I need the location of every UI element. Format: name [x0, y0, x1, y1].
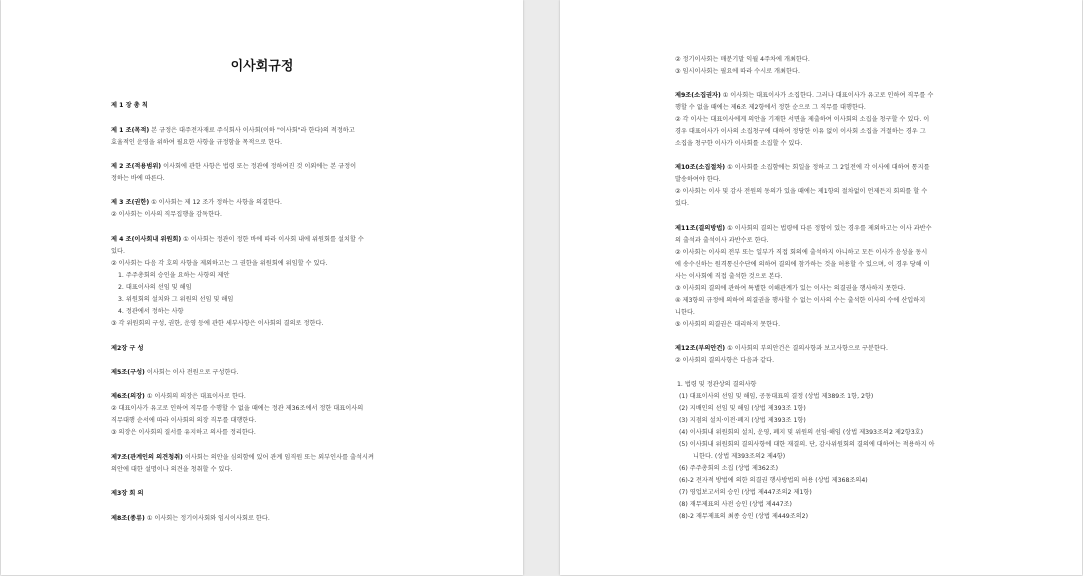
- right-page-line: [675, 321, 780, 329]
- line-text: ① 이사회의 의장은 대표이사로 한다.: [144, 393, 246, 400]
- left-page-line: [111, 490, 144, 498]
- right-page-line: [675, 188, 927, 196]
- left-page-line: [111, 199, 282, 207]
- right-page-line: [679, 477, 868, 485]
- right-page-line: [675, 164, 930, 172]
- line-text: 제 1 장 총 칙: [111, 102, 148, 109]
- right-page-line: [679, 501, 792, 509]
- left-page-line: [118, 284, 192, 292]
- right-page-line: [675, 285, 905, 293]
- left-page-line: [111, 405, 363, 413]
- article-heading: 제9조(소집권자): [675, 92, 721, 99]
- article-heading: 제11조(결의방법): [675, 225, 726, 232]
- left-page-line: [111, 369, 238, 377]
- right-page-line: [675, 140, 802, 148]
- right-page-line: [679, 489, 812, 497]
- line-text: 에 송수신하는 원격통신수단에 의하여 결의에 참가하는 것을 허용할 수 있으며, 이 경우 당해 이: [675, 261, 930, 268]
- line-text: 정하는 바에 따른다.: [111, 175, 165, 182]
- left-page-line: [111, 163, 356, 171]
- right-page-line: [679, 513, 808, 521]
- right-page-line: [675, 345, 888, 353]
- line-text: (7) 영업보고서의 승인 (상법 제447조의2 제1항): [679, 489, 812, 496]
- line-text: 본 규정은 대주전자재료 주식회사 이사회(이하 "이사회"라 한다)의 적정하고: [149, 127, 355, 134]
- right-page-line: [679, 429, 923, 437]
- line-text: 의안에 대한 설명이나 의견을 청취할 수 있다.: [111, 466, 233, 473]
- article-heading: 제10조(소집절차): [675, 164, 726, 171]
- left-page-line: [111, 466, 232, 474]
- line-text: 행할 수 없을 때에는 제6조 제2항에서 정한 순으로 그 직무를 대행한다.: [675, 104, 866, 111]
- line-text: 사는 이사회에 직접 출석한 것으로 본다.: [675, 273, 783, 280]
- line-text: 4. 정관에서 정하는 사항: [118, 308, 184, 315]
- article-heading: 제 4 조(이사회내 위원회): [111, 236, 182, 243]
- line-text: 발송하여야 한다.: [675, 176, 721, 183]
- line-text: 의 출석과 출석이사 과반수로 한다.: [675, 237, 769, 244]
- left-page-line: [118, 296, 233, 304]
- line-text: ② 이사회는 이사 및 감사 전원의 동의가 있을 때에는 제1항의 절차없이 언제든지 회의를 할 수: [675, 188, 928, 195]
- left-page-line: [111, 515, 270, 523]
- line-text: 이사회는 의안을 심의함에 있어 관계 임직원 또는 외부인사를 출석시켜: [182, 454, 374, 461]
- line-text: ① 이사회는 정관이 정한 바에 따라 이사회 내에 위원회를 설치할 수: [181, 236, 364, 243]
- line-text: (8) 재무제표의 사전 승인 (상법 제447조): [679, 501, 792, 508]
- right-page-line: [675, 200, 689, 208]
- line-text: 니한다. (상법 제393조의2 제4항): [693, 453, 786, 460]
- article-heading: 제 1 조(목적): [111, 127, 150, 134]
- left-page-line: [118, 308, 184, 316]
- right-page-line: [679, 465, 778, 473]
- right-page-line: [675, 176, 721, 184]
- line-text: ① 이사회는 정기이사회와 임시이사회로 한다.: [144, 515, 270, 522]
- left-page-line: [111, 139, 282, 147]
- left-page-line: [111, 454, 374, 462]
- right-page-line: [675, 92, 933, 100]
- right-page-line: [675, 225, 932, 233]
- right-page-line: [675, 116, 929, 124]
- left-page-line: [111, 345, 144, 353]
- line-text: ② 대표이사가 유고로 인하여 직무를 수행할 수 없을 때에는 정관 제36조에서 정한 대표이사의: [111, 405, 364, 412]
- article-heading: 제6조(의장): [111, 393, 145, 400]
- line-text: ④ 제3항의 규정에 의하여 의결권을 행사할 수 없는 이사의 수는 출석한 이사의 수에 산입하지: [675, 297, 926, 304]
- line-text: 1. 법령 및 정관상의 결의사항: [677, 381, 757, 388]
- left-page-line: [118, 272, 229, 280]
- document-page-left: [1, 0, 523, 575]
- right-page-line: [675, 309, 695, 317]
- left-page-line: [111, 417, 256, 425]
- left-page-line: [111, 320, 323, 328]
- right-page-line: [679, 405, 806, 413]
- line-text: ① 이사회는 대표이사가 소집한다. 그러나 대표이사가 유고로 인하여 직무를 수: [720, 92, 934, 99]
- right-page-line: [675, 128, 926, 136]
- right-page-line: [679, 441, 935, 449]
- right-page-line: [675, 297, 925, 305]
- line-text: 있다.: [111, 248, 125, 255]
- right-page-line: [675, 104, 866, 112]
- line-text: ① 이사회를 소집함에는 회일을 정하고 그 2일전에 각 이사에 대하여 통지를: [725, 164, 930, 171]
- line-text: 1. 주주총회의 승인을 요하는 사항의 제안: [118, 272, 230, 279]
- line-text: ① 이사회는 제 12 조가 정하는 사항을 의결한다.: [149, 199, 282, 206]
- line-text: (6) 주주총회의 소집 (상법 제362조): [679, 465, 779, 472]
- left-page-line: [111, 248, 125, 256]
- right-page-line: [675, 249, 927, 257]
- left-page-line: [111, 429, 256, 437]
- line-text: 경우 대표이사가 이사의 소집청구에 대하여 정당한 이유 없이 이사회 소집을 거절하는 경우 그: [675, 128, 926, 135]
- line-text: 제2장 구 성: [111, 345, 144, 352]
- line-text: ② 이사회의 결의사항은 다음과 같다.: [675, 357, 775, 364]
- right-page-line: [675, 237, 769, 245]
- left-page-line: [111, 393, 246, 401]
- line-text: ② 이사회는 이사의 직무집행을 감독한다.: [111, 211, 223, 218]
- right-page-line: [693, 453, 785, 461]
- right-page-line: [675, 357, 774, 365]
- line-text: ③ 의장은 이사회의 질서를 유지하고 의사를 정리한다.: [111, 429, 256, 436]
- line-text: ② 정기이사회는 매분기말 익월 4주차에 개최한다.: [675, 56, 810, 63]
- line-text: ⑤ 이사회의 의결권은 대리하지 못한다.: [675, 321, 781, 328]
- article-heading: 제7조(관계인의 의견청취): [111, 454, 183, 461]
- line-text: (6)-2 전자적 방법에 의한 의결권 행사방법의 허용 (상법 제368조의4): [679, 477, 868, 484]
- left-page-line: [111, 102, 148, 110]
- line-text: 니한다.: [675, 309, 695, 316]
- article-heading: 제8조(종류): [111, 515, 145, 522]
- right-page-line: [675, 273, 782, 281]
- line-text: ② 이사회는 다음 각 호의 사항을 제외하고는 그 권한을 위원회에 위임할 수 있다.: [111, 260, 328, 267]
- article-heading: 제12조(부의안건): [675, 345, 726, 352]
- line-text: (4) 이사회내 위원회의 설치, 운영, 폐지 및 위원의 선임·해임 (상법 제393조의2 제2항3호): [679, 429, 924, 436]
- line-text: ③ 임시이사회는 필요에 따라 수시로 개최한다.: [675, 68, 800, 75]
- right-page-line: [675, 261, 930, 269]
- left-page-line: [111, 175, 165, 183]
- line-text: 3. 위원회의 설치와 그 위원의 선임 및 해임: [118, 296, 234, 303]
- line-text: ① 이사회의 부의안건은 결의사항과 보고사항으로 구분한다.: [725, 345, 888, 352]
- line-text: 직무대행 순서에 따라 이사회의 의장 직무를 대행한다.: [111, 417, 257, 424]
- line-text: (3) 지점의 설치·이전·폐지 (상법 제393조 1항): [679, 417, 806, 424]
- line-text: ① 이사회의 결의는 법령에 다른 정함이 있는 경우를 제외하고는 이사 과반수: [725, 225, 932, 232]
- line-text: 이사회는 이사 전원으로 구성한다.: [144, 369, 239, 376]
- line-text: 소집을 청구한 이사가 이사회를 소집할 수 있다.: [675, 140, 803, 147]
- right-page-line: [679, 417, 806, 425]
- left-page-line: [111, 236, 364, 244]
- left-page-line: [111, 260, 327, 268]
- article-heading: 제5조(구성): [111, 369, 145, 376]
- document-page-right: [560, 0, 1082, 575]
- line-text: (8)-2 재무제표의 최종 승인 (상법 제449조의2): [679, 513, 809, 520]
- article-heading: 제 2 조(적용범위): [111, 163, 162, 170]
- article-heading: 제 3 조(권한): [111, 199, 150, 206]
- right-page-line: [675, 68, 800, 76]
- line-text: 효율적인 운영을 위하여 필요한 사항을 규정함을 목적으로 한다.: [111, 139, 283, 146]
- line-text: ② 이사회는 이사의 전부 또는 일부가 직접 회의에 출석하지 아니하고 모든 이사가 음성을 동시: [675, 249, 928, 256]
- line-text: ② 각 이사는 대표이사에게 의안을 기재한 서면을 제출하여 이사회의 소집을 청구할 수 있다. 이: [675, 116, 930, 123]
- line-text: ③ 각 위원회의 구성, 권한, 운영 등에 관한 세부사항은 이사회의 결의로 정한다.: [111, 320, 324, 327]
- document-title: 이사회규정: [230, 59, 294, 74]
- line-text: ③ 이사회의 결의에 관하여 특별한 이해관계가 있는 이사는 의결권을 행사하지 못한다.: [675, 285, 906, 292]
- line-text: 있다.: [675, 200, 689, 207]
- right-page-line: [677, 381, 757, 389]
- right-page-line: [675, 56, 810, 64]
- left-page-line: [111, 127, 355, 135]
- right-page-line: [679, 393, 873, 401]
- line-text: 이사회에 관한 사항은 법령 또는 정관에 정하여진 것 이외에는 본 규정이: [161, 163, 357, 170]
- line-text: (2) 지배인의 선임 및 해임 (상법 제393조 1항): [679, 405, 806, 412]
- line-text: 제3장 회 의: [111, 490, 144, 497]
- line-text: 2. 대표이사의 선임 및 해임: [118, 284, 192, 291]
- line-text: (1) 대표이사의 선임 및 해임, 공동대표의 결정 (상법 제389조 1항, 2항): [679, 393, 874, 400]
- left-page-line: [111, 211, 222, 219]
- line-text: (5) 이사회내 위원회의 결의사항에 대한 재결의. 단, 감사위원회의 결의에 대하여는 적용하지 아: [679, 441, 935, 448]
